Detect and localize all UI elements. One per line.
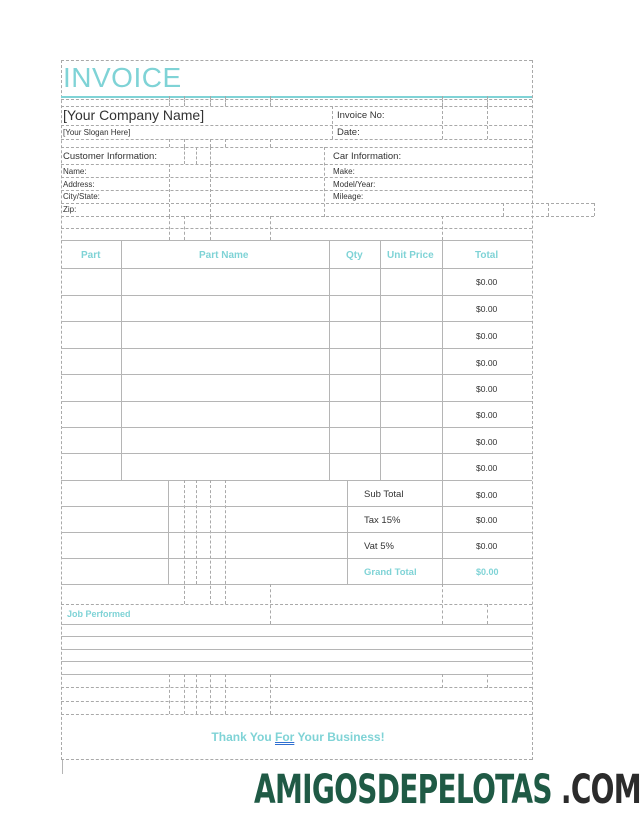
row-total-3[interactable]: $0.00: [476, 331, 498, 341]
sub-total-value[interactable]: $0.00: [476, 490, 498, 500]
row-total-8[interactable]: $0.00: [476, 463, 498, 473]
job-line: [61, 661, 532, 662]
grid-line: [184, 139, 185, 147]
grid-line: [61, 147, 532, 148]
grid-line: [225, 480, 226, 604]
grid-line: [61, 687, 532, 688]
vat-value[interactable]: $0.00: [476, 541, 498, 551]
grid-line: [225, 96, 226, 106]
thank-you-message: [0, 730, 596, 744]
grid-line: [210, 480, 211, 604]
job-line: [61, 674, 532, 675]
grid-line: [210, 674, 211, 714]
table-row: [61, 295, 532, 296]
grid-line: [61, 177, 532, 178]
cursor-mark: [62, 760, 63, 774]
table-column-line: [121, 240, 122, 480]
table-row: [61, 348, 532, 349]
grid-line: [442, 106, 443, 139]
watermark-text: AMIGOSDEPELOTAS: [254, 767, 552, 813]
table-row: [61, 321, 532, 322]
grid-line: [442, 96, 443, 106]
row-total-5[interactable]: $0.00: [476, 384, 498, 394]
row-total-7[interactable]: $0.00: [476, 437, 498, 447]
table-row: [61, 453, 532, 454]
grid-line: [210, 147, 211, 164]
grid-line: [487, 106, 488, 139]
grid-line: [184, 480, 185, 604]
table-row: [61, 480, 532, 481]
grid-line: [210, 139, 211, 147]
table-column-line: [329, 240, 330, 480]
grid-line: [61, 701, 532, 702]
grid-line: [210, 96, 211, 106]
grand-total-value[interactable]: $0.00: [476, 567, 499, 577]
row-total-2[interactable]: $0.00: [476, 304, 498, 314]
thank-you-text: Thank You: [211, 730, 275, 744]
row-total-4[interactable]: $0.00: [476, 358, 498, 368]
title-underline: [61, 96, 532, 98]
grid-line: [487, 96, 488, 106]
grid-line: [442, 674, 443, 688]
grid-line: [332, 106, 333, 139]
table-row: [61, 427, 532, 428]
car-field-model-year: Model/Year:: [333, 180, 376, 189]
grid-line: [210, 164, 211, 217]
grid-line: [61, 99, 532, 100]
row-total-6[interactable]: $0.00: [476, 410, 498, 420]
job-line: [61, 624, 532, 625]
watermark-suffix: .COM: [560, 767, 641, 813]
col-header-part: Part: [81, 250, 101, 261]
grid-line: [61, 714, 532, 715]
sub-total-label: Sub Total: [364, 489, 404, 500]
grid-line: [169, 139, 170, 147]
company-slogan[interactable]: [Your Slogan Here]: [63, 128, 131, 137]
frame-left: [61, 60, 62, 760]
job-line: [61, 636, 532, 637]
grid-line: [487, 604, 488, 624]
grid-line: [169, 96, 170, 106]
col-header-total: Total: [475, 250, 499, 261]
vat-label: Vat 5%: [364, 541, 394, 552]
grid-line: [61, 506, 532, 507]
col-header-unit-price: Unit Price: [387, 250, 434, 261]
grid-line: [487, 674, 488, 688]
job-performed-label: Job Performed: [67, 609, 131, 619]
table-column-line: [380, 240, 381, 480]
table-column-line: [442, 240, 443, 480]
grid-line: [184, 674, 185, 714]
company-name[interactable]: [Your Company Name]: [63, 107, 205, 123]
row-total-1[interactable]: $0.00: [476, 277, 498, 287]
tax-label: Tax 15%: [364, 515, 401, 526]
grid-line: [184, 96, 185, 106]
invoice-no-label: Invoice No:: [337, 110, 385, 121]
grid-line: [225, 674, 226, 714]
tax-value[interactable]: $0.00: [476, 515, 498, 525]
grid-line: [61, 125, 532, 126]
grid-line: [61, 228, 532, 229]
col-header-qty: Qty: [346, 250, 363, 261]
grid-line: [61, 558, 532, 559]
grid-line: [61, 532, 532, 533]
frame-bottom: [61, 759, 532, 760]
grid-line: [61, 203, 594, 204]
grid-line: [270, 96, 271, 106]
car-info-heading: Car Information:: [333, 151, 402, 162]
grid-line: [324, 147, 325, 217]
job-line: [61, 649, 532, 650]
table-top-border: [61, 240, 532, 241]
grid-line: [184, 147, 185, 164]
grid-line: [169, 164, 170, 217]
frame-top: [61, 60, 532, 61]
grand-total-label: Grand Total: [364, 567, 417, 578]
table-row: [61, 401, 532, 402]
watermark-logo: [254, 767, 641, 813]
frame-right: [532, 60, 533, 760]
grid-line: [61, 164, 532, 165]
grid-line: [61, 139, 532, 140]
invoice-title: INVOICE: [63, 62, 182, 93]
grid-line: [61, 216, 594, 217]
customer-field-name: Name:: [63, 167, 87, 176]
table-header-border: [61, 268, 532, 269]
car-field-mileage: Mileage:: [333, 192, 364, 201]
customer-info-heading: Customer Information:: [63, 151, 157, 162]
car-field-make: Make:: [333, 167, 355, 176]
grid-line: [225, 139, 226, 147]
customer-field-address: Address:: [63, 180, 95, 189]
grid-line: [61, 584, 532, 585]
grid-line: [196, 147, 197, 164]
thank-you-text-end: Your Business!: [294, 730, 385, 744]
grid-line: [196, 674, 197, 714]
grid-line: [548, 203, 549, 216]
grid-line: [61, 190, 532, 191]
customer-field-city-state: City/State:: [63, 192, 100, 201]
grid-line: [270, 139, 271, 147]
grid-line: [594, 203, 595, 216]
table-row: [61, 374, 532, 375]
customer-field-zip: Zip:: [63, 205, 77, 214]
grid-line: [61, 604, 532, 605]
grid-line: [270, 674, 271, 714]
grid-line: [169, 674, 170, 714]
col-header-part-name: Part Name: [199, 250, 249, 261]
thank-you-emphasis: For: [274, 730, 295, 744]
grid-line: [503, 203, 504, 216]
date-label: Date:: [337, 127, 360, 138]
